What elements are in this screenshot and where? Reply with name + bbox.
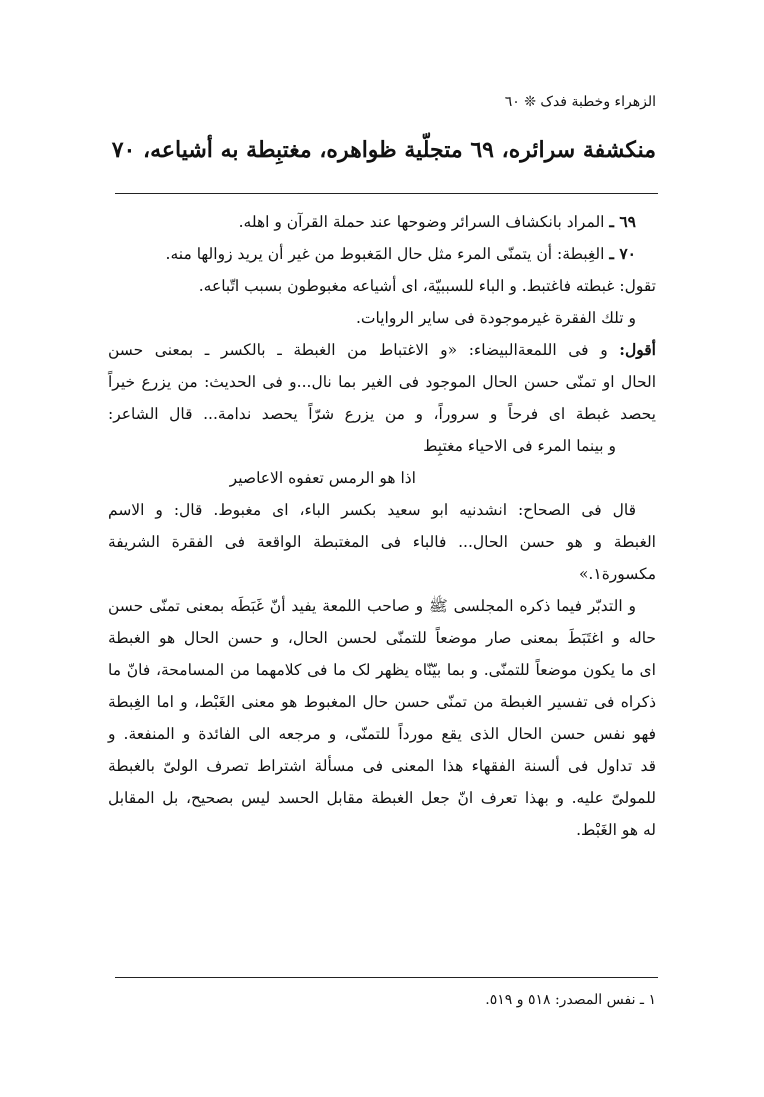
footnote-divider xyxy=(115,977,658,978)
footnote: ١ ـ نفس المصدر: ٥١٨ و ٥١٩. xyxy=(485,992,656,1008)
note-69 xyxy=(108,206,656,238)
top-divider xyxy=(115,193,658,194)
body-line: الغبطة و هو حسن الحال... فالباء فى المغتبطة الواقعة فى الفقرة الشريفة xyxy=(108,533,656,551)
note-69-text: المراد بانكشاف السرائر وضوحها عند حملة القرآن و اهله. xyxy=(238,213,610,231)
note-70-text: الغِبطة: أن يتمنّى المرء مثل حال المَغبوط من غير أن يريد زوالها منه. xyxy=(165,245,610,263)
running-header: الزهراء وخطبة فدک ❊ ٦٠ xyxy=(504,94,656,110)
aqul-label: أقول: xyxy=(619,340,656,359)
body-line: اى ما يكون موضعاً للتمنّى. و بما بيّنّاه يظهر لک ما فى كلامهما من المسامحة، فانّ ما xyxy=(108,661,656,679)
body-line: للمولىّ عليه. و بهذا تعرف انّ جعل الغبطة مقابل الحسد ليس بصحيح، بل المقابل xyxy=(108,789,656,807)
body-line: و التدبّر فيما ذكره المجلسى ﷺ و صاحب اللمعة يفيد أنّ غَبَطَه بمعنى تمنّى حسن xyxy=(108,597,636,615)
body-line: و تلك الفقرة غيرموجودة فى ساير الروايات. xyxy=(355,309,636,327)
body-line: يحصد غبطة اى فرحاً و سروراً، و من يزرع شرّاً يحصد ندامة... قال الشاعر: xyxy=(108,405,656,423)
note-70 xyxy=(108,238,656,270)
body-line: ذكراه فى تفسير الغبطة من تمنّى حسن حال المغبوط هو معنى الغَبْط، و اما الغِبطة xyxy=(108,693,656,711)
verse-line-2: اذا هو الرمس تعفوه الاعاصير xyxy=(229,469,416,487)
body-line xyxy=(108,334,656,366)
body-line: له هو الغَبْط. xyxy=(576,821,656,839)
body-line: تقول: غبطته فاغتبط. و الباء للسببيّة، اى أشياعه مغبوطون بسبب اتّباعه. xyxy=(198,277,656,295)
main-text-line: منكشفة سرائره، ٦٩ متجلّية ظواهره، مغتبِطة به أشياعه، ٧٠ xyxy=(111,137,656,163)
body-line: حاله و اغتَبَطَ بمعنى صار موضعاً للتمنّى لحسن الحال، و حسن الحال هو الغبطة xyxy=(108,629,656,647)
note-69-number: ٦٩ ـ xyxy=(609,212,636,231)
body-line: قال فى الصحاح: انشدنيه ابو سعيد بكسر الباء، اى مغبوط. قال: و الاسم xyxy=(108,501,636,519)
body-line: قد تداول فى ألسنة الفقهاء هذا المعنى فى مسألة اشتراط تصرف الولىّ بالغبطة xyxy=(108,757,656,775)
body-line-text: و فى اللمعةالبيضاء: «و الاغتباط من الغبطة ـ بالكسر ـ بمعنى حسن xyxy=(108,341,620,359)
body-line: فهو نفس حسن الحال الذى يقع مورداً للتمنّى، و مرجعه الى الفائدة و المنفعة. و xyxy=(108,725,656,743)
body-line: مكسورة١.» xyxy=(578,565,656,583)
note-70-number: ٧٠ ـ xyxy=(609,244,636,263)
verse-line-1: و بينما المرء فى الاحياء مغتبِط xyxy=(423,437,616,455)
body-line: الحال او تمنّى حسن الحال الموجود فى الغير بما نال...و فى الحديث: من يزرع خيراً xyxy=(108,373,656,391)
commentary-body xyxy=(108,206,656,846)
